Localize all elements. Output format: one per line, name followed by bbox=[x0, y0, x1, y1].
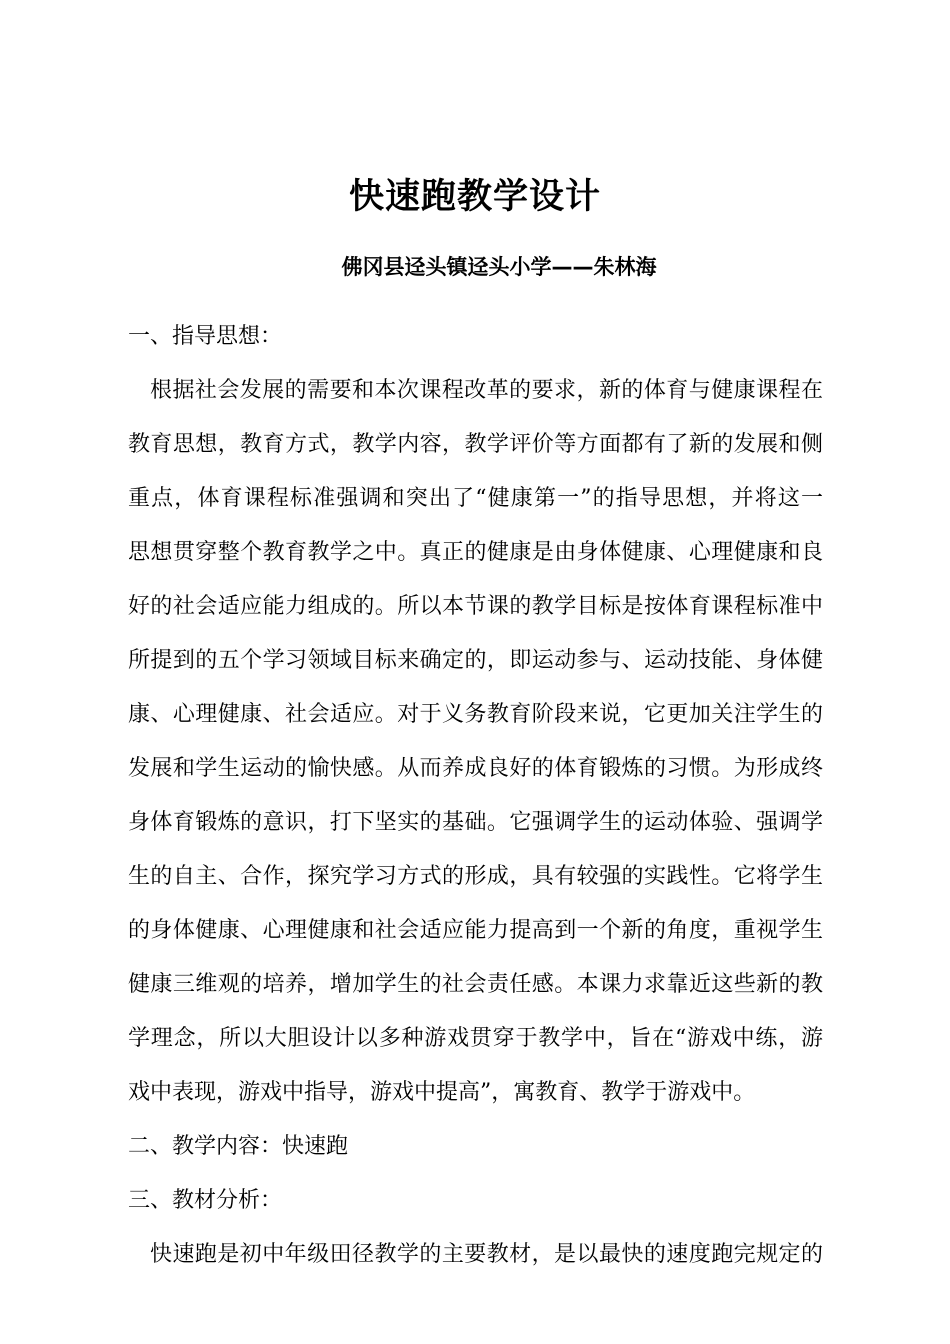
paragraph-line: 康、心理健康、社会适应。对于义务教育阶段来说，它更加关注学生的 bbox=[128, 702, 823, 727]
paragraph-line: 教育思想，教育方式，教学内容，教学评价等方面都有了新的发展和侧 bbox=[128, 432, 823, 457]
paragraph-line: 思想贯穿整个教育教学之中。真正的健康是由身体健康、心理健康和良 bbox=[128, 540, 823, 565]
section-heading-guiding-thought: 一、指导思想： bbox=[128, 324, 283, 349]
paragraph-line: 戏中表现，游戏中指导，游戏中提高”，寓教育、教学于游戏中。 bbox=[128, 1080, 756, 1105]
document-body bbox=[128, 310, 823, 1282]
paragraph-line: 快速跑是初中年级田径教学的主要教材，是以最快的速度跑完规定的 bbox=[150, 1242, 823, 1267]
paragraph-line: 所提到的五个学习领域目标来确定的，即运动参与、运动技能、身体健 bbox=[128, 648, 823, 673]
paragraph-line: 身体育锻炼的意识，打下坚实的基础。它强调学生的运动体验、强调学 bbox=[128, 810, 823, 835]
paragraph-line: 生的自主、合作，探究学习方式的形成，具有较强的实践性。它将学生 bbox=[128, 864, 823, 889]
paragraph-line: 发展和学生运动的愉快感。从而养成良好的体育锻炼的习惯。为形成终 bbox=[128, 756, 823, 781]
section-heading-material-analysis: 三、教材分析： bbox=[128, 1188, 283, 1213]
paragraph-line: 的身体健康、心理健康和社会适应能力提高到一个新的角度，重视学生 bbox=[128, 918, 823, 943]
section-heading-teaching-content: 二、教学内容：快速跑 bbox=[128, 1134, 349, 1159]
paragraph-line: 学理念，所以大胆设计以多种游戏贯穿于教学中，旨在“游戏中练，游 bbox=[128, 1026, 823, 1051]
paragraph-line: 好的社会适应能力组成的。所以本节课的教学目标是按体育课程标准中 bbox=[128, 594, 823, 619]
document-title: 快速跑教学设计 bbox=[348, 177, 601, 217]
paragraph-line: 健康三维观的培养，增加学生的社会责任感。本课力求靠近这些新的教 bbox=[128, 972, 823, 997]
paragraph-line: 根据社会发展的需要和本次课程改革的要求，新的体育与健康课程在 bbox=[150, 378, 823, 403]
document-subtitle: 佛冈县迳头镇迳头小学——朱林海 bbox=[341, 255, 657, 279]
paragraph-line: 重点，体育课程标准强调和突出了“健康第一”的指导思想，并将这一 bbox=[128, 486, 823, 511]
